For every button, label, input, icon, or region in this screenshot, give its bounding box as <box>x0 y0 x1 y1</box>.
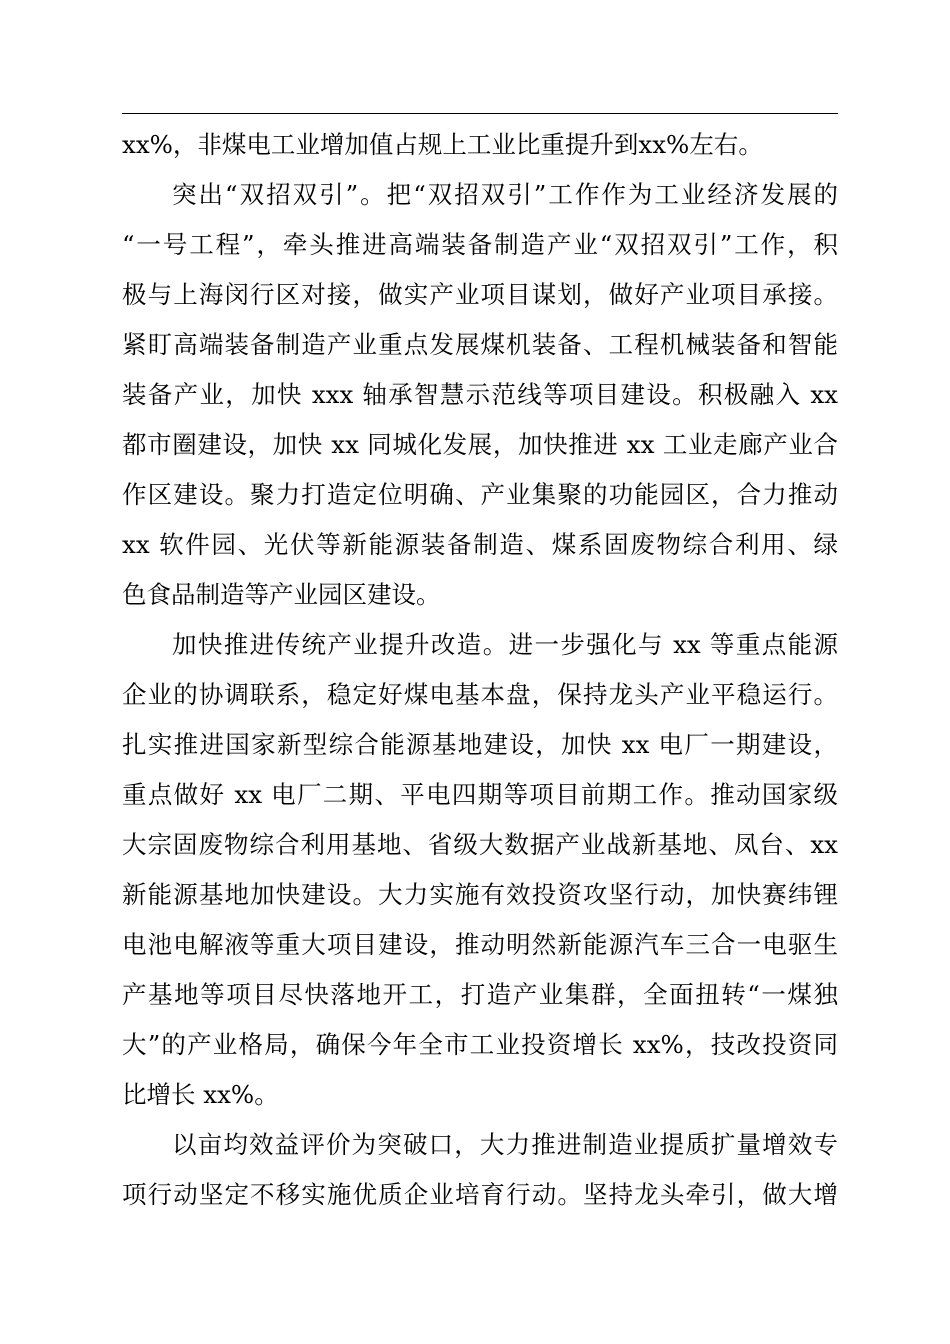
paragraph-2 <box>122 170 838 620</box>
text-line: 作区建设。聚力打造定位明确、产业集聚的功能园区，合力推动 <box>122 480 838 509</box>
header-rule <box>122 113 838 114</box>
text-line: 新能源基地加快建设。大力实施有效投资攻坚行动，加快赛纬锂 <box>122 880 838 909</box>
text-line: 大宗固废物综合利用基地、省级大数据产业战新基地、凤台、xx <box>122 830 838 859</box>
text-line: 都市圈建设，加快 xx 同城化发展，加快推进 xx 工业走廊产业合 <box>122 430 838 459</box>
text-line: xx 软件园、光伏等新能源装备制造、煤系固废物综合利用、绿 <box>122 530 838 559</box>
text-line: 以亩均效益评价为突破口，大力推进制造业提质扩量增效专 <box>172 1130 838 1159</box>
text-line: 极与上海闵行区对接，做实产业项目谋划，做好产业项目承接。 <box>122 280 838 309</box>
text-line: “一号工程”，牵头推进高端装备制造产业“双招双引”工作，积 <box>122 230 838 259</box>
text-line: 加快推进传统产业提升改造。进一步强化与 xx 等重点能源 <box>172 630 838 659</box>
text-line: xx%，非煤电工业增加值占规上工业比重提升到xx%左右。 <box>122 130 763 159</box>
document-body <box>122 120 838 1220</box>
text-line: 比增长 xx%。 <box>122 1080 279 1109</box>
paragraph-1 <box>122 120 838 170</box>
text-line: 色食品制造等产业园区建设。 <box>122 580 441 609</box>
text-line: 装备产业，加快 xxx 轴承智慧示范线等项目建设。积极融入 xx <box>122 380 838 409</box>
text-line: 扎实推进国家新型综合能源基地建设，加快 xx 电厂一期建设， <box>122 730 838 759</box>
text-line: 紧盯高端装备制造产业重点发展煤机装备、工程机械装备和智能 <box>122 330 838 359</box>
text-line: 产基地等项目尽快落地开工，打造产业集群，全面扭转“一煤独 <box>122 980 838 1009</box>
text-line: 突出“双招双引”。把“双招双引”工作作为工业经济发展的 <box>172 180 838 209</box>
paragraph-4 <box>122 1120 838 1220</box>
text-line: 重点做好 xx 电厂二期、平电四期等项目前期工作。推动国家级 <box>122 780 838 809</box>
paragraph-3 <box>122 620 838 1120</box>
text-line: 电池电解液等重大项目建设，推动明然新能源汽车三合一电驱生 <box>122 930 838 959</box>
text-line: 企业的协调联系，稳定好煤电基本盘，保持龙头产业平稳运行。 <box>122 680 838 709</box>
text-line: 项行动坚定不移实施优质企业培育行动。坚持龙头牵引，做大增 <box>122 1180 838 1209</box>
text-line: 大”的产业格局，确保今年全市工业投资增长 xx%，技改投资同 <box>122 1030 838 1059</box>
